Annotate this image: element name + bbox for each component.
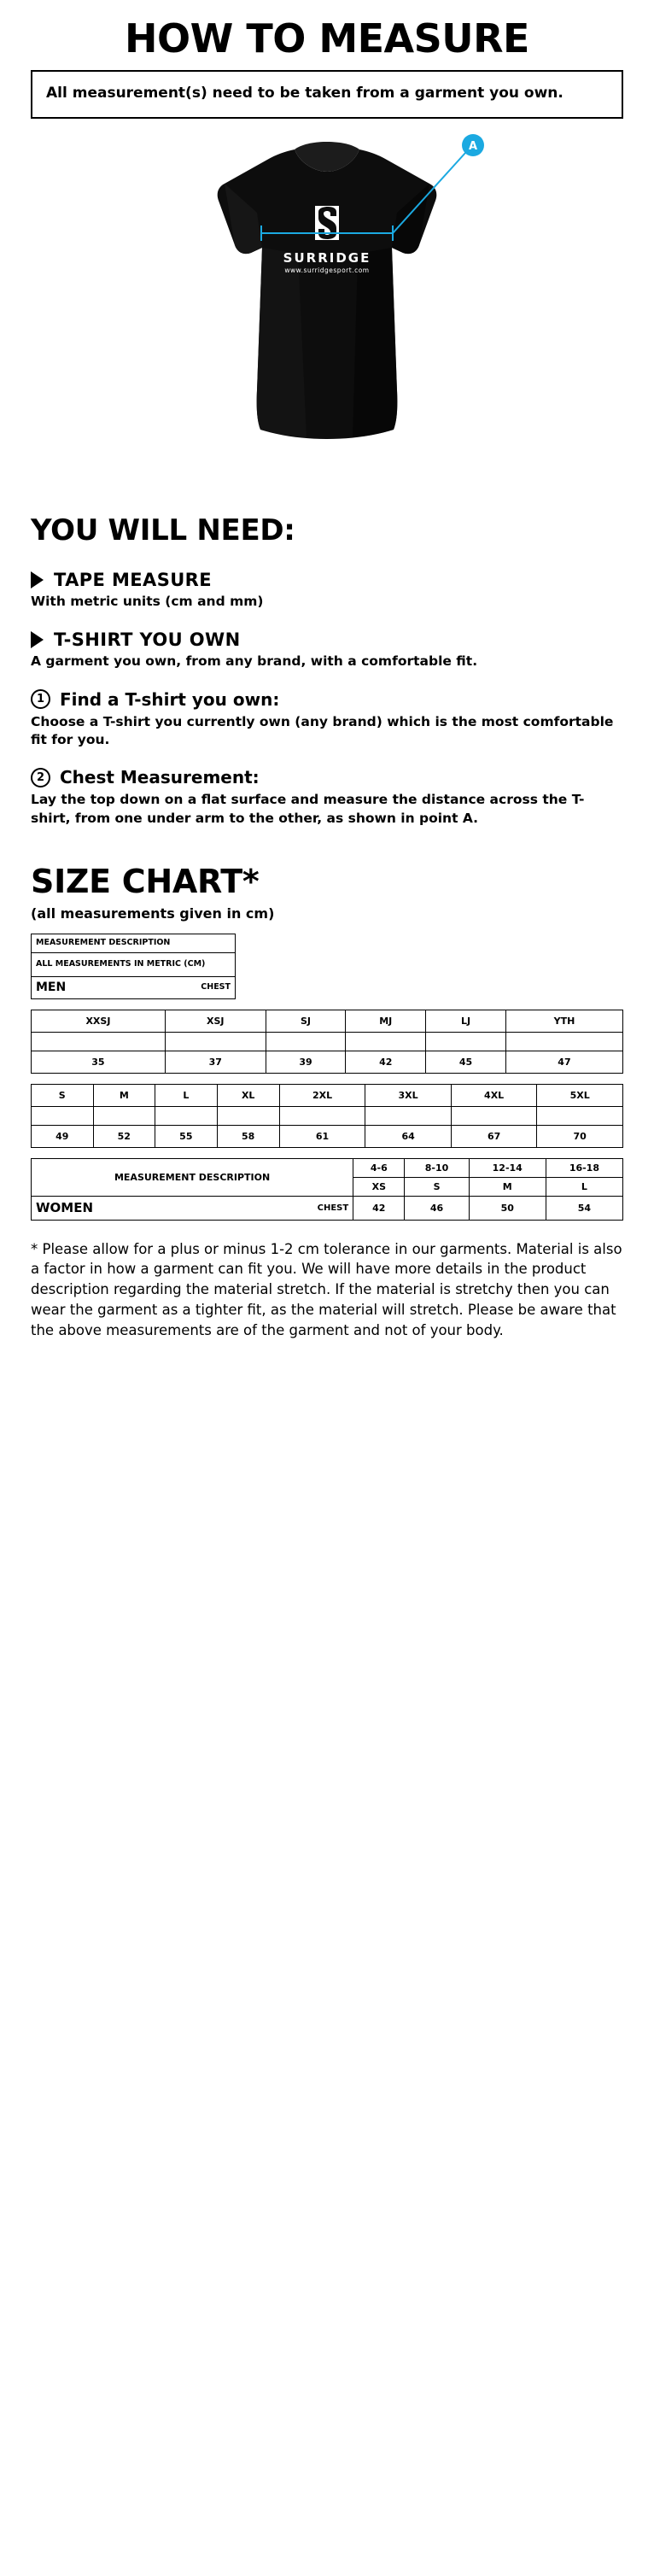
men-row-cell <box>32 976 236 998</box>
spacer-cell <box>365 1106 452 1125</box>
size-cell: XS <box>353 1177 405 1196</box>
brand-name-text: SURRIDGE <box>283 249 371 266</box>
size-cell: M <box>469 1177 546 1196</box>
size-cell: 3XL <box>365 1084 452 1106</box>
you-will-need-heading: YOU WILL NEED: <box>31 512 295 547</box>
spacer-cell <box>217 1106 279 1125</box>
chest-cell: 42 <box>353 1196 405 1220</box>
step-number-badge: 2 <box>31 768 50 787</box>
chest-cell: 58 <box>217 1125 279 1147</box>
size-cell: XSJ <box>165 1010 266 1032</box>
age-cell: 8-10 <box>405 1158 469 1177</box>
chest-cell: 45 <box>426 1051 506 1073</box>
spacer-cell <box>346 1032 426 1051</box>
spacer-cell <box>266 1032 346 1051</box>
women-measurement-description-label: MEASUREMENT DESCRIPTION <box>32 1158 353 1196</box>
measurement-description-label: MEASUREMENT DESCRIPTION <box>32 934 236 952</box>
size-cell: L <box>155 1084 218 1106</box>
notice-text: All measurement(s) need to be taken from a garment you own. <box>46 85 563 102</box>
chest-cell: 64 <box>365 1125 452 1147</box>
age-cell: 12-14 <box>469 1158 546 1177</box>
footnote-text: * Please allow for a plus or minus 1-2 cm tolerance in our garments. Material is also a factor in how a garment can fit you. We will have more details in the product description regarding the material stretch. If the material is stretchy then you can wear the garment as a tighter fit, as the material will stretch. Please be aware that the above measurements are of the garment and not of your body. <box>31 1240 622 1339</box>
women-row-label-cell <box>32 1196 353 1220</box>
spacer-cell <box>451 1106 537 1125</box>
table-row-sizes <box>32 1010 623 1032</box>
chest-cell: 54 <box>546 1196 622 1220</box>
size-cell: S <box>405 1177 469 1196</box>
size-cell: YTH <box>505 1010 622 1032</box>
men-youth-size-table <box>31 1010 623 1074</box>
chest-cell: 55 <box>155 1125 218 1147</box>
table-row-spacer <box>32 1106 623 1125</box>
spacer-cell <box>93 1106 155 1125</box>
step-1 <box>31 689 623 750</box>
table-row-chest <box>32 1125 623 1147</box>
spacer-cell <box>537 1106 623 1125</box>
table-row-chest <box>32 1051 623 1073</box>
men-adult-size-table <box>31 1084 623 1148</box>
size-cell: MJ <box>346 1010 426 1032</box>
metric-note: ALL MEASUREMENTS IN METRIC (CM) <box>32 952 236 976</box>
step-desc: Lay the top down on a flat surface and measure the distance across the T-shirt, from one under arm to the other, as shown in point A. <box>31 792 585 826</box>
men-measure-label: CHEST <box>201 981 231 992</box>
size-cell: S <box>32 1084 94 1106</box>
tshirt-shape <box>218 142 437 439</box>
need-item-tape-measure <box>31 570 623 611</box>
need-item-title: TAPE MEASURE <box>54 569 212 590</box>
measurement-description-table <box>31 934 236 999</box>
size-cell: 4XL <box>451 1084 537 1106</box>
spacer-cell <box>32 1106 94 1125</box>
need-item-desc: A garment you own, from any brand, with a comfortable fit. <box>31 653 478 669</box>
table-row-women-chest <box>32 1196 623 1220</box>
notice-box <box>31 70 623 119</box>
need-item-title: T-SHIRT YOU OWN <box>54 629 241 650</box>
spacer-cell <box>32 1032 166 1051</box>
spacer-cell <box>426 1032 506 1051</box>
spacer-cell <box>165 1032 266 1051</box>
size-cell: 2XL <box>279 1084 365 1106</box>
size-chart-subheading: (all measurements given in cm) <box>31 905 275 922</box>
spacer-cell <box>279 1106 365 1125</box>
chest-cell: 70 <box>537 1125 623 1147</box>
table-row <box>32 934 236 952</box>
size-cell: M <box>93 1084 155 1106</box>
table-row <box>32 952 236 976</box>
size-cell: LJ <box>426 1010 506 1032</box>
chest-cell: 49 <box>32 1125 94 1147</box>
women-label: WOMEN <box>36 1200 94 1216</box>
age-cell: 4-6 <box>353 1158 405 1177</box>
table-row-age <box>32 1158 623 1177</box>
chest-cell: 39 <box>266 1051 346 1073</box>
callout-label-a: A <box>468 139 478 153</box>
chest-cell: 52 <box>93 1125 155 1147</box>
brand-url-text: www.surridgesport.com <box>284 266 370 274</box>
table-row-spacer <box>32 1032 623 1051</box>
table-row <box>32 976 236 998</box>
size-cell: 5XL <box>537 1084 623 1106</box>
men-label: MEN <box>36 980 67 994</box>
step-title: Chest Measurement: <box>60 767 260 788</box>
chest-cell: 42 <box>346 1051 426 1073</box>
size-chart-heading: SIZE CHART* <box>31 862 260 900</box>
spacer-cell <box>155 1106 218 1125</box>
need-item-desc: With metric units (cm and mm) <box>31 593 264 609</box>
size-cell: SJ <box>266 1010 346 1032</box>
size-cell: L <box>546 1177 622 1196</box>
brand-logo-icon <box>315 206 339 240</box>
triangle-bullet-icon <box>31 571 44 588</box>
chest-cell: 61 <box>279 1125 365 1147</box>
women-measure-label: CHEST <box>317 1203 349 1213</box>
chest-cell: 46 <box>405 1196 469 1220</box>
triangle-bullet-icon <box>31 631 44 648</box>
size-cell: XL <box>217 1084 279 1106</box>
table-row-sizes <box>32 1084 623 1106</box>
step-desc: Choose a T-shirt you currently own (any brand) which is the most comfortable fit for you. <box>31 713 614 748</box>
spacer-cell <box>505 1032 622 1051</box>
chest-cell: 35 <box>32 1051 166 1073</box>
chest-cell: 67 <box>451 1125 537 1147</box>
step-title: Find a T-shirt you own: <box>60 688 280 710</box>
step-2 <box>31 767 623 828</box>
step-number-badge: 1 <box>31 689 50 709</box>
tshirt-svg <box>148 134 506 476</box>
age-cell: 16-18 <box>546 1158 622 1177</box>
page-title: HOW TO MEASURE <box>125 15 529 61</box>
need-item-tshirt <box>31 629 623 670</box>
chest-cell: 37 <box>165 1051 266 1073</box>
size-cell: XXSJ <box>32 1010 166 1032</box>
women-size-table <box>31 1158 623 1221</box>
chest-cell: 47 <box>505 1051 622 1073</box>
tshirt-illustration <box>31 134 623 484</box>
how-to-measure-page <box>0 15 654 1341</box>
chest-cell: 50 <box>469 1196 546 1220</box>
